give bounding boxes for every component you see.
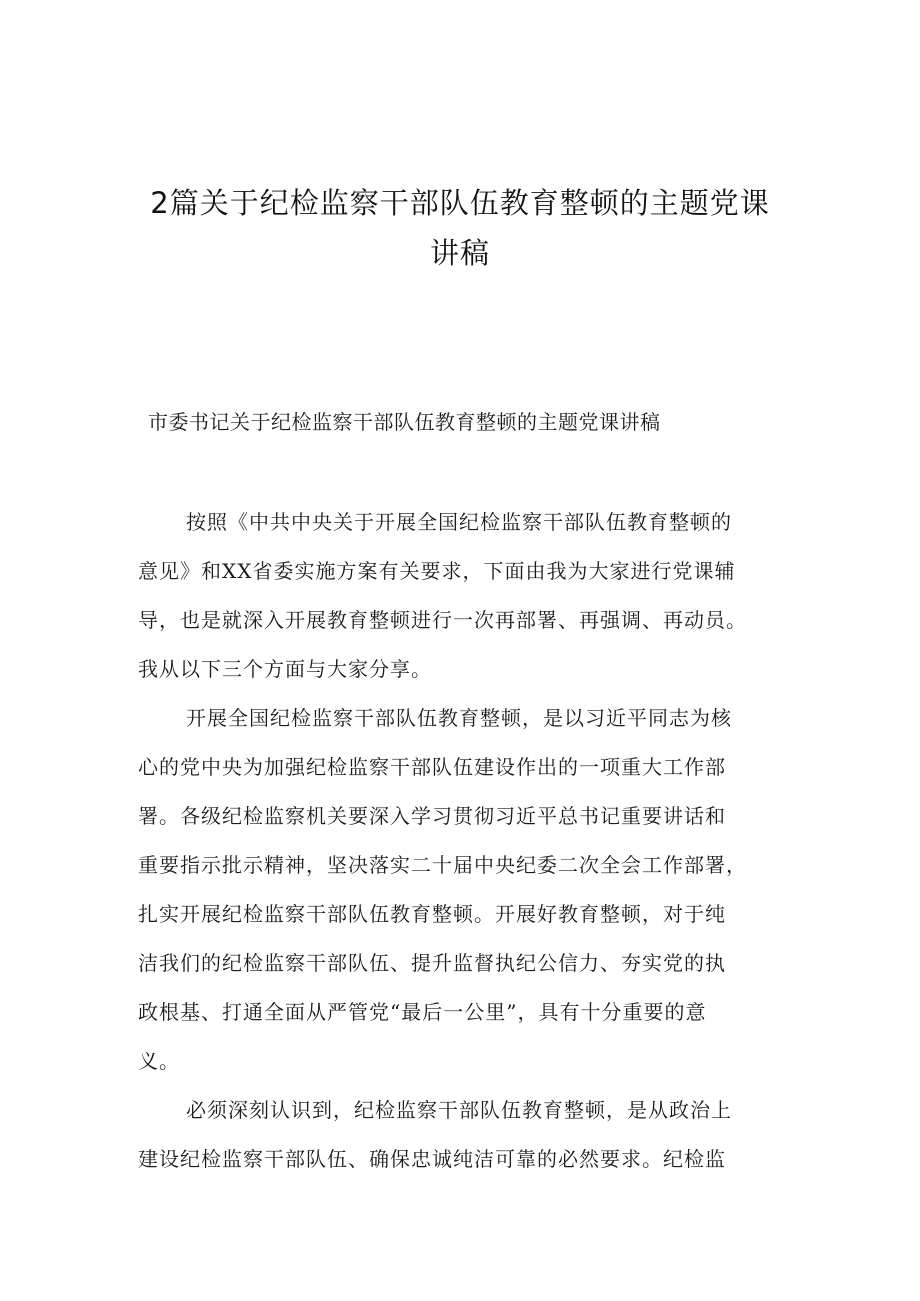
paragraph-2-line-7: 政根基、打通全面从严管党“最后一公里”，具有十分重要的意 xyxy=(138,1000,707,1024)
title-line-1: 2篇关于纪检监察干部队伍教育整顿的主题党课 xyxy=(150,186,770,220)
paragraph-2-line-6: 洁我们的纪检监察干部队伍、提升监督执纪公信力、夯实党的执 xyxy=(138,951,726,975)
paragraph-1-line-1: 按照《中共中央关于开展全国纪检监察干部队伍教育整顿的 xyxy=(186,510,732,534)
paragraph-2-line-4: 重要指示批示精神，坚决落实二十届中央纪委二次全会工作部署， xyxy=(138,853,747,877)
paragraph-1-line-3: 导，也是就深入开展教育整顿进行一次再部署、再强调、再动员。 xyxy=(138,608,747,632)
document-title xyxy=(100,178,820,278)
document-body xyxy=(138,498,798,1184)
paragraph-1-line-4: 我从以下三个方面与大家分享。 xyxy=(138,657,432,681)
paragraph-2-line-2: 心的党中央为加强纪检监察干部队伍建设作出的一项重大工作部 xyxy=(138,755,726,779)
title-line-2: 讲稿 xyxy=(429,236,490,270)
paragraph-2-line-3: 署。各级纪检监察机关要深入学习贯彻习近平总书记重要讲话和 xyxy=(138,804,726,828)
paragraph-1-line-2: 意见》和XX省委实施方案有关要求，下面由我为大家进行党课辅 xyxy=(138,559,736,583)
document-subtitle: 市委书记关于纪检监察干部队伍教育整顿的主题党课讲稿 xyxy=(148,410,661,434)
paragraph-3-line-2: 建设纪检监察干部队伍、确保忠诚纯洁可靠的必然要求。纪检监 xyxy=(138,1147,726,1171)
paragraph-2-line-1: 开展全国纪检监察干部队伍教育整顿，是以习近平同志为核 xyxy=(186,706,732,730)
paragraph-3-line-1: 必须深刻认识到，纪检监察干部队伍教育整顿，是从政治上 xyxy=(186,1098,732,1122)
paragraph-2-line-8: 义。 xyxy=(138,1049,180,1073)
paragraph-2-line-5: 扎实开展纪检监察干部队伍教育整顿。开展好教育整顿，对于纯 xyxy=(138,902,726,926)
